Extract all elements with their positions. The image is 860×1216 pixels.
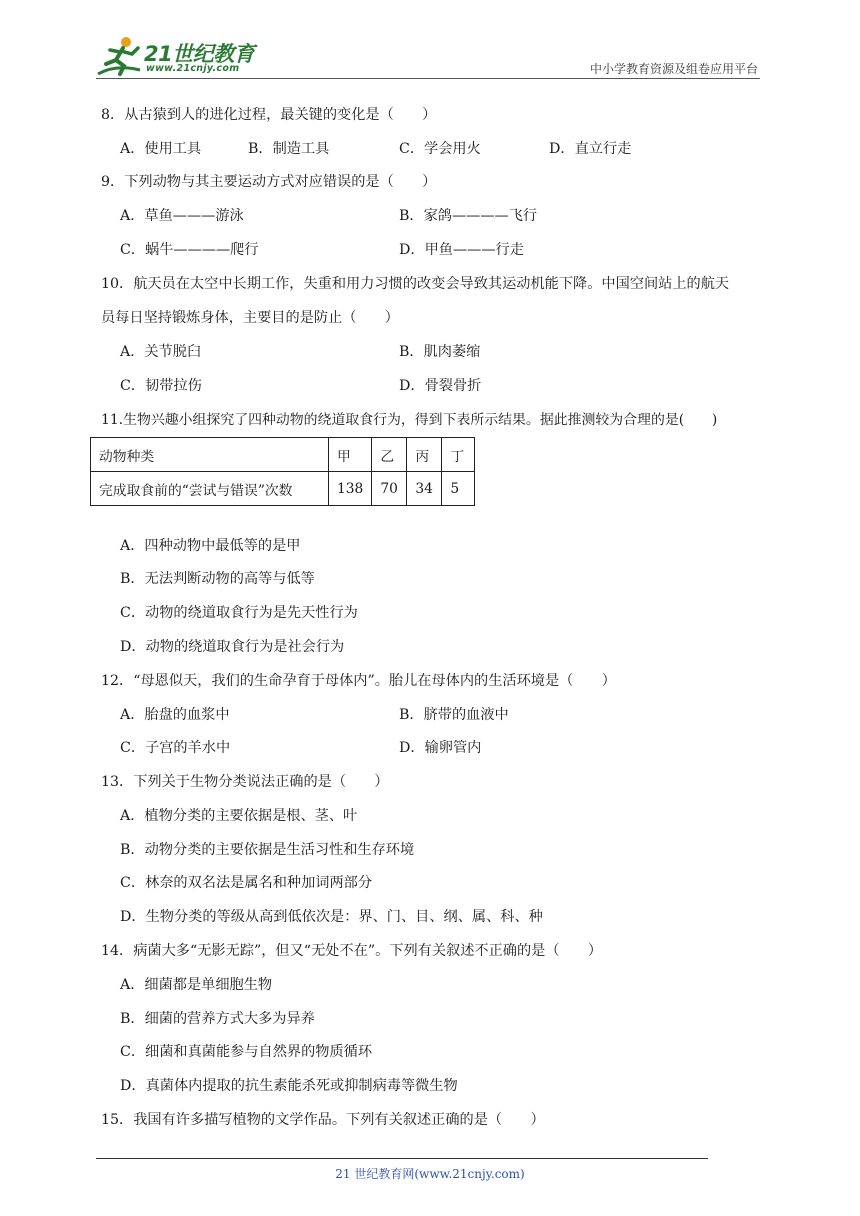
question-13-stem: 13．下列关于生物分类说法正确的是（ ） [101, 774, 389, 790]
question-8-stem: 8．从古猿到人的进化过程，最关键的变化是（ ） [101, 107, 437, 123]
question-15-stem: 15．我国有许多描写植物的文学作品。下列有关叙述正确的是（ ） [101, 1112, 545, 1128]
question-11-option-d: D．动物的绕道取食行为是社会行为 [120, 639, 345, 655]
question-10-option-d: D．骨裂骨折 [399, 378, 482, 394]
question-12-option-b: B．脐带的血液中 [399, 707, 509, 723]
question-9-stem: 9．下列动物与其主要运动方式对应错误的是（ ） [101, 174, 437, 190]
question-13-option-a: A．植物分类的主要依据是根、茎、叶 [120, 808, 358, 824]
table-cell: 34 [407, 472, 442, 506]
table-cell: 丙 [407, 438, 442, 472]
table-header-row [91, 438, 475, 472]
table-row [91, 472, 475, 506]
table-cell: 丁 [442, 438, 475, 472]
question-12-stem: 12．“母恩似天，我们的生命孕育于母体内”。胎儿在母体内的生活环境是（ ） [101, 673, 616, 689]
question-14-option-a: A．细菌都是单细胞生物 [120, 977, 273, 993]
question-13-option-b: B．动物分类的主要依据是生活习性和生存环境 [120, 842, 415, 858]
question-14-stem: 14．病菌大多“无影无踪”，但又“无处不在”。下列有关叙述不正确的是（ ） [101, 943, 603, 959]
question-13-option-d: D．生物分类的等级从高到低依次是：界、门、目、纲、属、科、种 [120, 909, 543, 925]
question-9-option-d: D．甲鱼———行走 [399, 242, 524, 258]
question-13-option-c: C．林奈的双名法是属名和种加词两部分 [120, 875, 373, 891]
footer-text: 21 世纪教育网(www.21cnjy.com) [335, 1167, 525, 1181]
table-cell: 动物种类 [91, 438, 329, 472]
table-cell: 5 [442, 472, 475, 506]
logo-url: www.21cnjy.com [146, 63, 240, 74]
runner-logo-icon [96, 34, 148, 78]
header-platform-text: 中小学教育资源及组卷应用平台 [589, 62, 758, 76]
header-divider [96, 78, 760, 79]
question-9-option-a: A．草鱼———游泳 [120, 208, 244, 224]
question-10-option-b: B．肌肉萎缩 [399, 344, 481, 360]
question-10-stem-line-1: 10．航天员在太空中长期工作，失重和用力习惯的改变会导致其运动机能下降。中国空间站上的航天 [101, 276, 730, 292]
question-11-option-b: B．无法判断动物的高等与低等 [120, 571, 315, 587]
question-9-option-c: C．蜗牛————爬行 [120, 242, 259, 258]
question-10-option-c: C．韧带拉伤 [120, 378, 202, 394]
question-12-option-a: A．胎盘的血浆中 [120, 707, 230, 723]
question-12-option-c: C．子宫的羊水中 [120, 740, 231, 756]
question-8-option-b: B．制造工具 [248, 141, 330, 157]
logo [96, 34, 266, 80]
question-11-stem: 11.生物兴趣小组探究了四种动物的绕道取食行为，得到下表所示结果。据此推测较为合理的是( ) [101, 412, 718, 428]
table-cell: 甲 [329, 438, 372, 472]
question-8-option-c: C．学会用火 [399, 141, 481, 157]
table-cell: 138 [329, 472, 372, 506]
question-12-option-d: D．输卵管内 [399, 740, 482, 756]
table-cell: 完成取食前的“尝试与错误”次数 [91, 472, 329, 506]
question-9-option-b: B．家鸽————飞行 [399, 208, 538, 224]
question-14-option-b: B．细菌的营养方式大多为异养 [120, 1011, 315, 1027]
question-11-option-a: A．四种动物中最低等的是甲 [120, 538, 301, 554]
behavior-results-table [90, 437, 475, 506]
question-14-option-c: C．细菌和真菌能参与自然界的物质循环 [120, 1044, 373, 1060]
page-header [96, 34, 760, 80]
logo-text: 21世纪教育 [144, 42, 255, 66]
table-cell: 乙 [372, 438, 407, 472]
question-8-option-d: D．直立行走 [549, 141, 632, 157]
question-10-option-a: A．关节脱臼 [120, 344, 202, 360]
question-14-option-d: D．真菌体内提取的抗生素能杀死或抑制病毒等微生物 [120, 1078, 458, 1094]
question-11-option-c: C．动物的绕道取食行为是先天性行为 [120, 605, 358, 621]
question-8-option-a: A．使用工具 [120, 141, 202, 157]
question-10-stem-line-2: 员每日坚持锻炼身体，主要目的是防止（ ） [101, 310, 399, 326]
table-cell: 70 [372, 472, 407, 506]
footer-divider [96, 1158, 708, 1159]
